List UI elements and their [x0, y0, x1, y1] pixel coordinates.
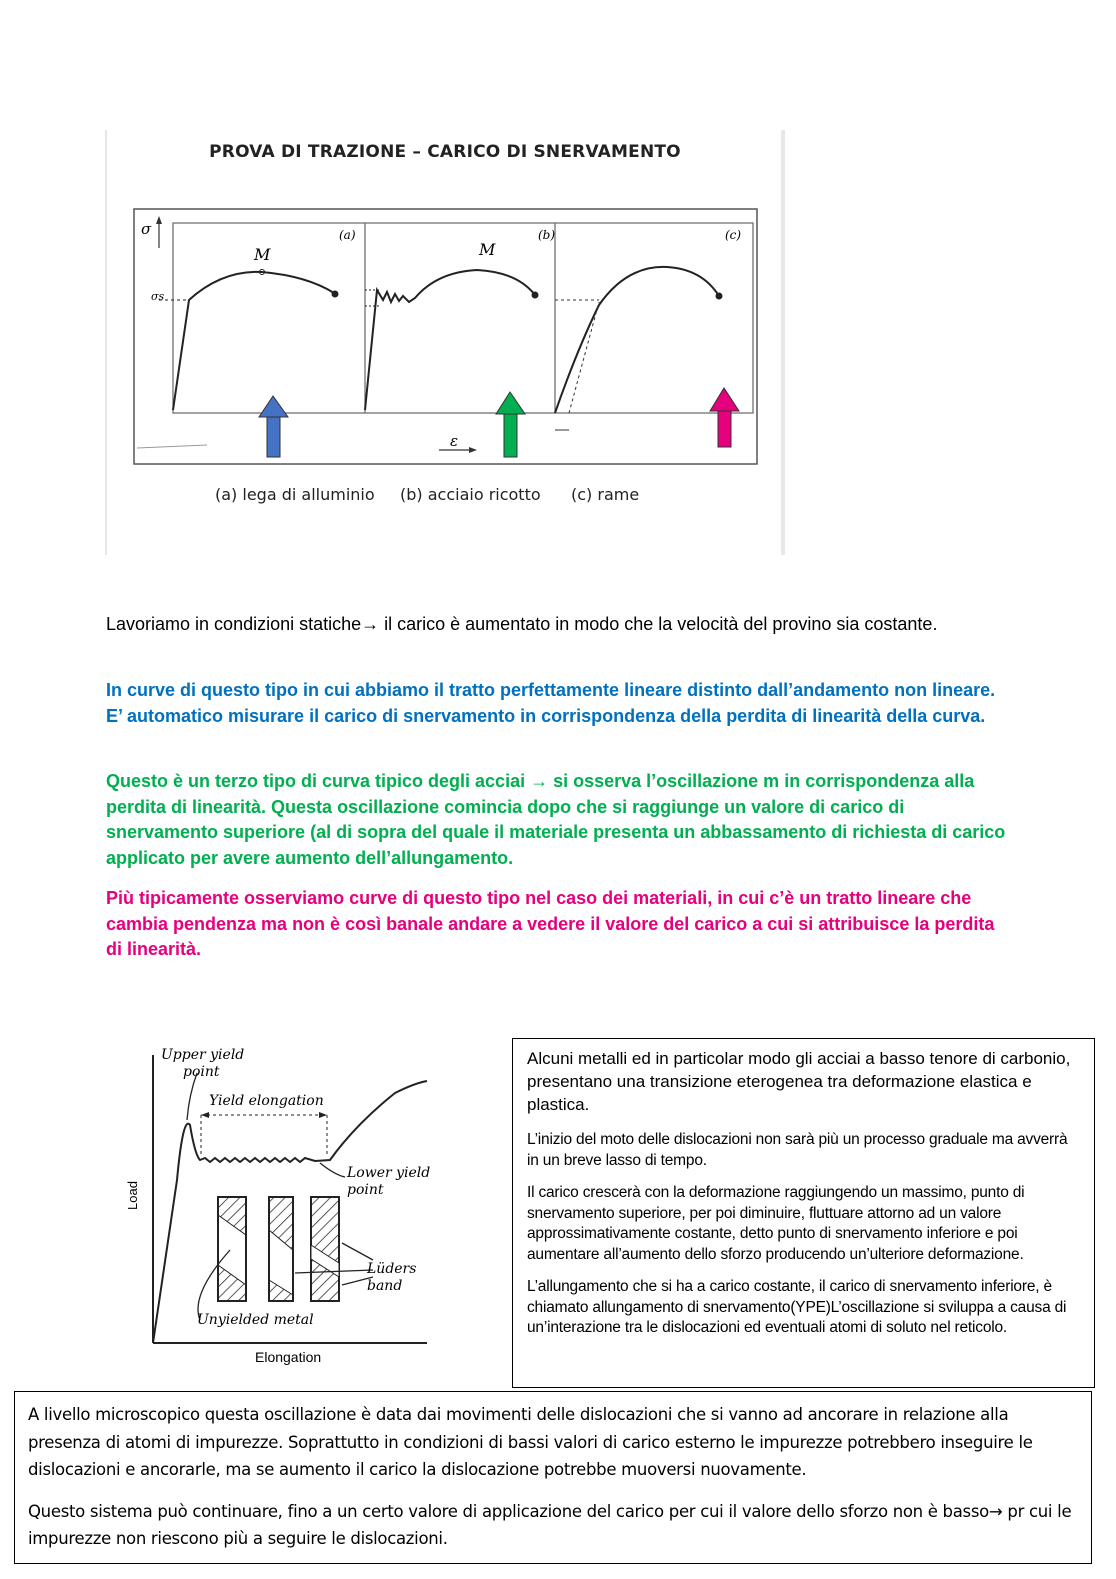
box1-paragraph-1: Alcuni metalli ed in particolar modo gli acciai a basso tenore di carbonio, presentano una transizione eterogenea tra deformazione elastica e plastica.: [527, 1049, 1071, 1114]
lower-yield-line1: Lower yield: [347, 1165, 431, 1181]
panel-label-a: (a): [339, 228, 356, 242]
lower-yield-label: [347, 1165, 430, 1199]
plot-frame: [134, 209, 757, 464]
box2-paragraph-2: Questo sistema può continuare, fino a un certo valore di applicazione del carico per cui il valore dello sforzo non è basso→ pr cui le impurezze non riescono più a seguire le dislocazioni.: [28, 1501, 1072, 1548]
yield-explanation-box: [512, 1038, 1095, 1388]
paragraph-green: Questo è un terzo tipo di curva tipico degli acciai → si osserva l’oscillazione m in corrispondenza alla perdita di linearità. Questa oscillazione comincia dopo che si raggiunge un valore di carico di snervamento superiore (al di sopra del quale il materiale presenta un abbassamento di richiesta di carico applicato per avere aumento dell’allungamento.: [106, 771, 1006, 868]
luders-line2: band: [367, 1278, 403, 1294]
upper-yield-label: [161, 1047, 244, 1081]
paragraph-blue: In curve di questo tipo in cui abbiamo il tratto perfettamente lineare distinto dall’andamento non lineare. E’ automatico misurare il carico di snervamento in corrispondenza della perdita di linearità della curva.: [106, 680, 996, 726]
panel-label-c: (c): [725, 228, 742, 242]
luders-line1: Lüders: [367, 1261, 417, 1277]
unyielded-metal-label: Unyielded metal: [197, 1312, 314, 1328]
curve-b: [365, 270, 535, 410]
upper-yield-line2: point: [183, 1064, 220, 1080]
arrow-pink-icon: [710, 388, 739, 447]
peak-label-b: M: [479, 240, 496, 259]
paragraph-pink: Più tipicamente osserviamo curve di questo tipo nel caso dei materiali, in cui c’è un tratto lineare che cambia pendenza ma non è così banale andare a vedere il valore del carico a cui si attribuisce la perdita di linearità.: [106, 888, 995, 959]
tensile-test-figure: [105, 130, 785, 555]
panel-label-b: (b): [538, 228, 556, 242]
epsilon-axis-label: ε: [450, 432, 459, 450]
load-axis-label: Load: [125, 1181, 140, 1210]
arrow-green-icon: [496, 392, 525, 457]
paragraph-static-conditions: Lavoriamo in condizioni statiche→ il carico è aumentato in modo che la velocità del provino sia costante.: [106, 614, 938, 634]
yield-point-figure: [105, 1015, 465, 1385]
box1-paragraph-2: L’inizio del moto delle dislocazioni non sarà più un processo graduale ma avverrà in un breve lasso di tempo.: [527, 1131, 1068, 1169]
sigma-axis-label: σ: [141, 220, 152, 238]
caption-c: (c) rame: [571, 485, 640, 504]
lower-yield-line2: point: [347, 1182, 384, 1198]
yield-elongation-label: Yield elongation: [209, 1093, 324, 1109]
box2-paragraph-1: A livello microscopico questa oscillazione è data dai movimenti delle dislocazioni che si vanno ad ancorare in relazione alla presenza di atomi di impurezze. Soprattutto in condizioni di bassi valori di carico esterno le impurezze potrebbero inseguire le dislocazioni e ancorarle, ma se aumento il carico la dislocazione potrebbe muoversi nuovamente.: [28, 1405, 1033, 1479]
box1-paragraph-4: L’allungamento che si ha a carico costante, il carico di snervamento inferiore, è chiamato allungamento di snervamento(YPE)L’oscillazione si sviluppa a causa di un’interazione tra le dislocazioni ed eventuali atomi di soluto nel reticolo.: [527, 1278, 1067, 1336]
figure-title: PROVA DI TRAZIONE – CARICO DI SNERVAMENTO: [209, 142, 681, 162]
luders-band-label: [367, 1261, 416, 1295]
box1-paragraph-3: Il carico crescerà con la deformazione raggiungendo un massimo, punto di snervamento superiore, per poi diminuire, fluttuare attorno ad un valore approssimativamente costante, detto punto di snervamento inferiore e poi aumentare all’aumento dello sforzo producendo un’ulteriore deformazione.: [527, 1184, 1025, 1263]
upper-yield-line1: Upper yield: [161, 1047, 245, 1063]
curve-c: [555, 267, 719, 413]
elongation-axis-label: Elongation: [255, 1349, 322, 1365]
load-elongation-diagram: [105, 1015, 465, 1385]
microscopic-explanation-box: [14, 1391, 1092, 1564]
arrow-blue-icon: [259, 396, 288, 457]
caption-a: (a) lega di alluminio: [215, 485, 375, 504]
caption-b: (b) acciaio ricotto: [400, 485, 541, 504]
curve-a: [173, 272, 334, 410]
peak-label-a: M: [254, 245, 271, 264]
sigma-s-label: σs: [151, 290, 165, 303]
